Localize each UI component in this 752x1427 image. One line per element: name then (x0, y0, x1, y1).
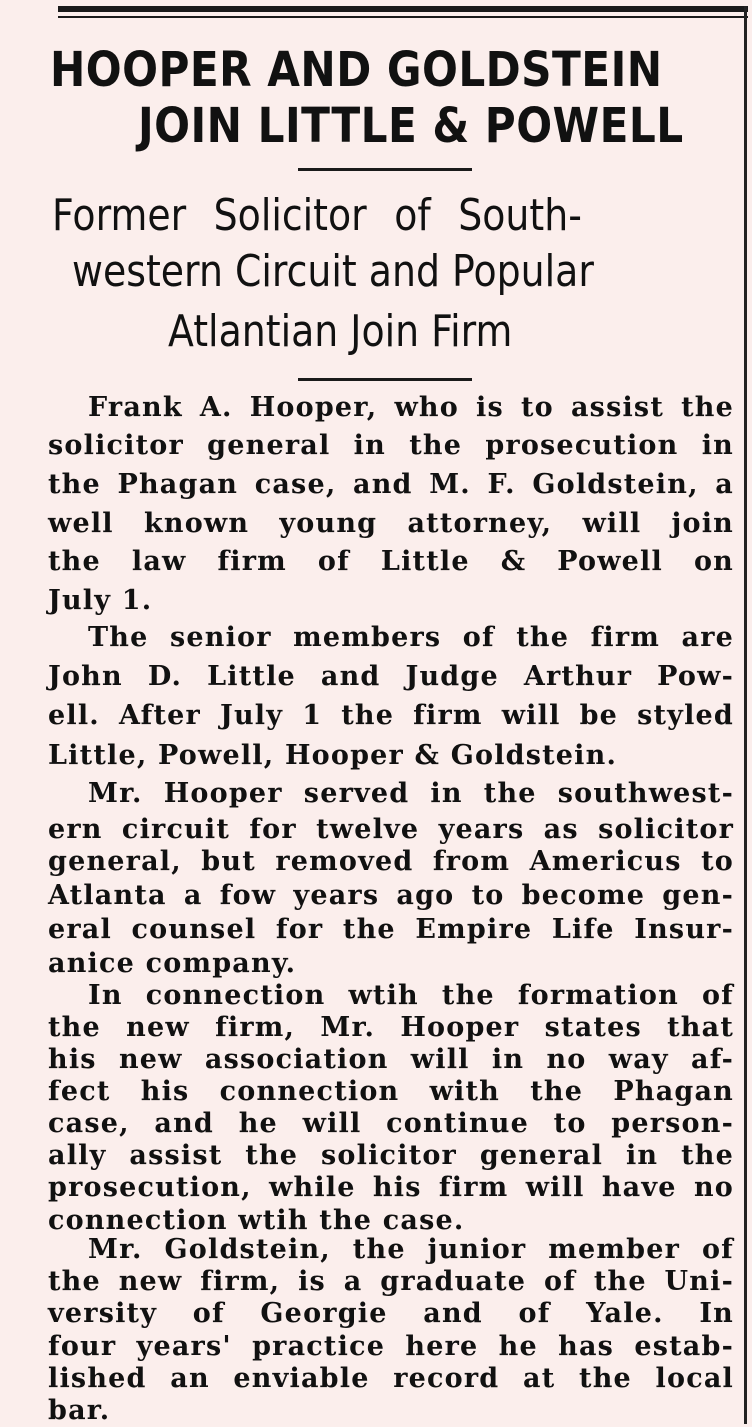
headline-line-1: HOOPER AND GOLDSTEIN (50, 42, 663, 98)
top-border-rule-thin (58, 16, 748, 18)
headline-divider (298, 168, 472, 171)
body-line: prosecution, while his firm will have no (48, 1172, 734, 1203)
body-line: the new firm, Mr. Hooper states that (48, 1012, 734, 1043)
body-line: ern circuit for twelve years as solicitor (48, 814, 734, 845)
body-line: Mr. Hooper served in the southwest- (88, 778, 734, 809)
body-line: four years' practice here he has estab- (48, 1331, 734, 1362)
body-line: Frank A. Hooper, who is to assist the (88, 392, 734, 423)
body-line: solicitor general in the prosecution in (48, 430, 734, 461)
subhead-line-3: Atlantian Join Firm (168, 306, 513, 357)
subhead-line-2: western Circuit and Popular (72, 246, 594, 297)
body-line: general, but removed from Americus to (48, 846, 734, 877)
body-line: the law firm of Little & Powell on (48, 546, 734, 577)
body-line: fect his connection with the Phagan (48, 1076, 734, 1107)
body-line: the new firm, is a graduate of the Uni- (48, 1266, 734, 1297)
body-line: eral counsel for the Empire Life Insur- (48, 914, 734, 945)
body-line: John D. Little and Judge Arthur Pow- (48, 661, 734, 692)
body-line: versity of Georgie and of Yale. In (48, 1298, 734, 1329)
body-line: In connection wtih the formation of (88, 980, 734, 1011)
top-border-rule (58, 6, 748, 12)
body-line: lished an enviable record at the local (48, 1363, 734, 1394)
body-line: anice company. (48, 948, 297, 979)
body-line: Mr. Goldstein, the junior member of (88, 1234, 734, 1265)
body-line: case, and he will continue to person- (48, 1108, 734, 1139)
subhead-line-1: Former Solicitor of South- (52, 190, 582, 241)
body-line: the Phagan case, and M. F. Goldstein, a (48, 469, 734, 500)
body-line: well known young attorney, will join (48, 508, 734, 539)
body-line: ell. After July 1 the firm will be styled (48, 700, 734, 731)
column-rule (744, 6, 747, 1424)
body-line: The senior members of the firm are (88, 622, 734, 653)
subhead-divider (298, 378, 472, 381)
body-line: ally assist the solicitor general in the (48, 1140, 734, 1171)
body-line: bar. (48, 1395, 111, 1426)
body-line: his new association will in no way af- (48, 1044, 734, 1075)
headline-line-2: JOIN LITTLE & POWELL (138, 98, 684, 154)
body-line: Little, Powell, Hooper & Goldstein. (48, 740, 618, 771)
body-line: connection wtih the case. (48, 1205, 465, 1236)
body-line: July 1. (48, 585, 153, 616)
body-line: Atlanta a fow years ago to become gen- (48, 880, 734, 911)
